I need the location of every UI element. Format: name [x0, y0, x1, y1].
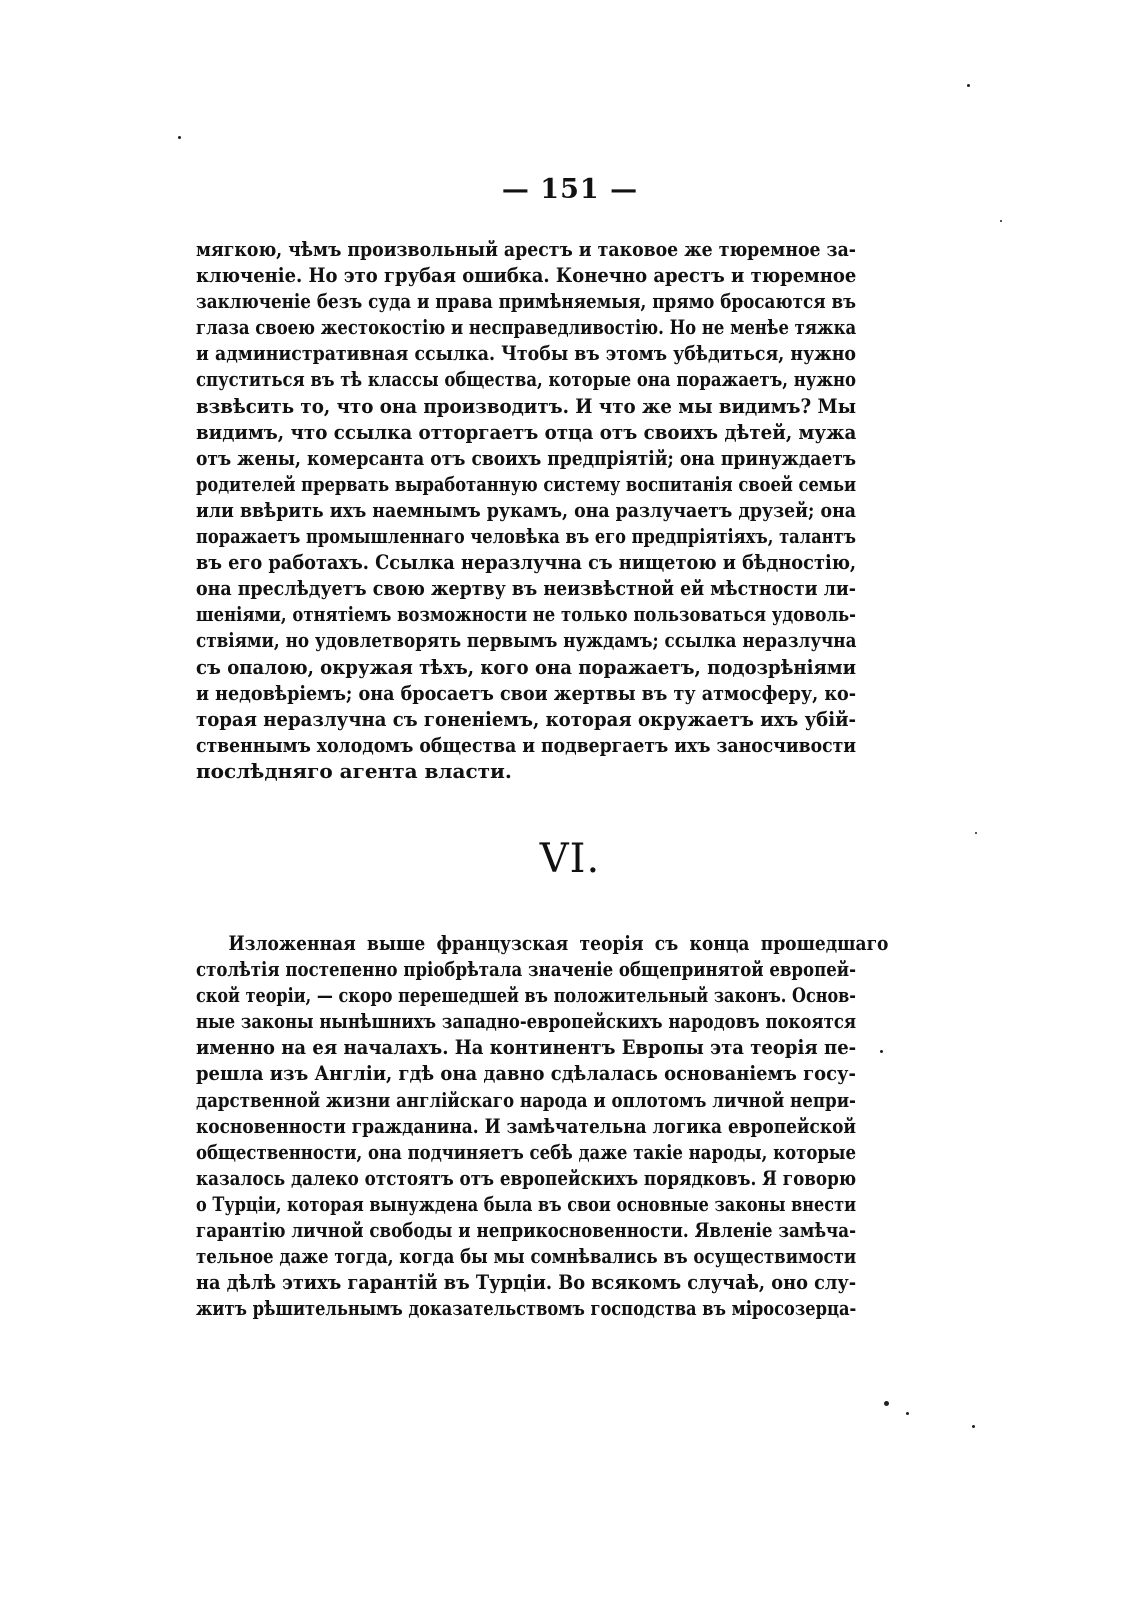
text-line: косновенности гражданина. И замѣчательна логика европейской: [196, 1113, 857, 1138]
text-line: взвѣсить то, что она производитъ. И что же мы видимъ? Мы: [196, 393, 857, 418]
text-line: шеніями, отнятіемъ возможности не только пользоваться удоволь-: [196, 602, 857, 627]
text-line: ные законы нынѣшнихъ западно-европейскихъ народовъ покоятся: [196, 1009, 857, 1034]
text-line: тельное даже тогда, когда бы мы сомнѣвались въ осуществимости: [196, 1244, 857, 1269]
text-line: съ опалою, окружая тѣхъ, кого она поражаетъ, подозрѣніями: [196, 654, 856, 679]
section-heading: VI.: [539, 836, 601, 882]
text-line: мягкою, чѣмъ произвольный арестъ и таковое же тюремное за-: [196, 237, 856, 261]
paragraph-top: [196, 236, 856, 784]
text-line: ственнымъ холодомъ общества и подвергаетъ ихъ заносчивости: [196, 732, 857, 757]
text-line: заключеніе безъ суда и права примѣняемыя, прямо бросаются въ: [196, 289, 856, 314]
text-line: она преслѣдуетъ свою жертву въ неизвѣстной ей мѣстности ли-: [196, 576, 857, 601]
scan-speck: [906, 1412, 909, 1415]
text-line: решла изъ Англіи, гдѣ она давно сдѣлалась основаніемъ госу-: [196, 1061, 856, 1086]
text-line: ключеніе. Но это грубая ошибка. Конечно арестъ и тюремное: [196, 263, 857, 288]
text-line: въ его работахъ. Ссылка неразлучна съ нищетою и бѣдностію,: [196, 550, 857, 575]
text-line: ской теоріи, — скоро перешедшей въ положительный законъ. Основ-: [196, 983, 856, 1008]
text-line: гарантію личной свободы и неприкосновенности. Явленіе замѣча-: [196, 1218, 857, 1243]
scan-speck: [967, 84, 970, 87]
paragraph-bottom: [196, 930, 889, 1321]
page-number: — 151 —: [501, 174, 639, 205]
text-line: дарственной жизни англійскаго народа и оплотомъ личной непри-: [196, 1087, 856, 1112]
text-line: послѣдняго агента власти.: [196, 758, 512, 783]
text-line: поражаетъ промышленнаго человѣка въ его предпріятіяхъ, талантъ: [196, 524, 857, 549]
scan-speck: [880, 1050, 883, 1053]
text-line: ствіями, но удовлетворять первымъ нуждамъ; ссылка неразлучна: [196, 628, 857, 653]
text-line: на дѣлѣ этихъ гарантій въ Турціи. Во всякомъ случаѣ, оно слу-: [196, 1270, 857, 1295]
text-line: о Турціи, которая вынуждена была въ свои основные законы внести: [196, 1191, 857, 1216]
text-line: торая неразлучна съ гоненіемъ, которая окружаетъ ихъ убій-: [196, 706, 856, 731]
text-line: или ввѣрить ихъ наемнымъ рукамъ, она разлучаетъ друзей; она: [196, 497, 856, 522]
scan-speck: [975, 832, 977, 834]
text-line: и административная ссылка. Чтобы въ этомъ убѣдиться, нужно: [196, 341, 857, 366]
text-line: житъ рѣшительнымъ доказательствомъ господства въ міросозерца-: [196, 1296, 857, 1321]
scan-speck: [972, 1425, 975, 1428]
text-line: общественности, она подчиняетъ себѣ даже такіе народы, которые: [196, 1139, 856, 1164]
text-line: именно на ея началахъ. На континентъ Европы эта теорія пе-: [196, 1035, 857, 1060]
text-line: глаза своею жестокостію и несправедливостію. Но не менѣе тяжка: [196, 315, 857, 340]
scan-speck: [178, 136, 181, 139]
text-line: родителей прервать выработанную систему воспитанія своей семьи: [196, 471, 857, 496]
scan-speck: [1000, 220, 1002, 222]
text-line: Изложенная выше французская теорія съ конца прошедшаго: [228, 931, 889, 955]
scan-speck: [884, 1401, 889, 1406]
text-line: отъ жены, комерсанта отъ своихъ предпріятій; она принуждаетъ: [196, 445, 856, 470]
text-line: и недовѣріемъ; она бросаетъ свои жертвы въ ту атмосферу, ко-: [196, 680, 857, 705]
text-line: столѣтія постепенно пріобрѣтала значеніе общепринятой европей-: [196, 957, 856, 982]
text-line: видимъ, что ссылка отторгаетъ отца отъ своихъ дѣтей, мужа: [196, 419, 857, 444]
text-line: казалось далеко отстоятъ отъ европейскихъ порядковъ. Я говорю: [196, 1165, 857, 1190]
text-line: спуститься въ тѣ классы общества, которые она поражаетъ, нужно: [196, 367, 857, 392]
